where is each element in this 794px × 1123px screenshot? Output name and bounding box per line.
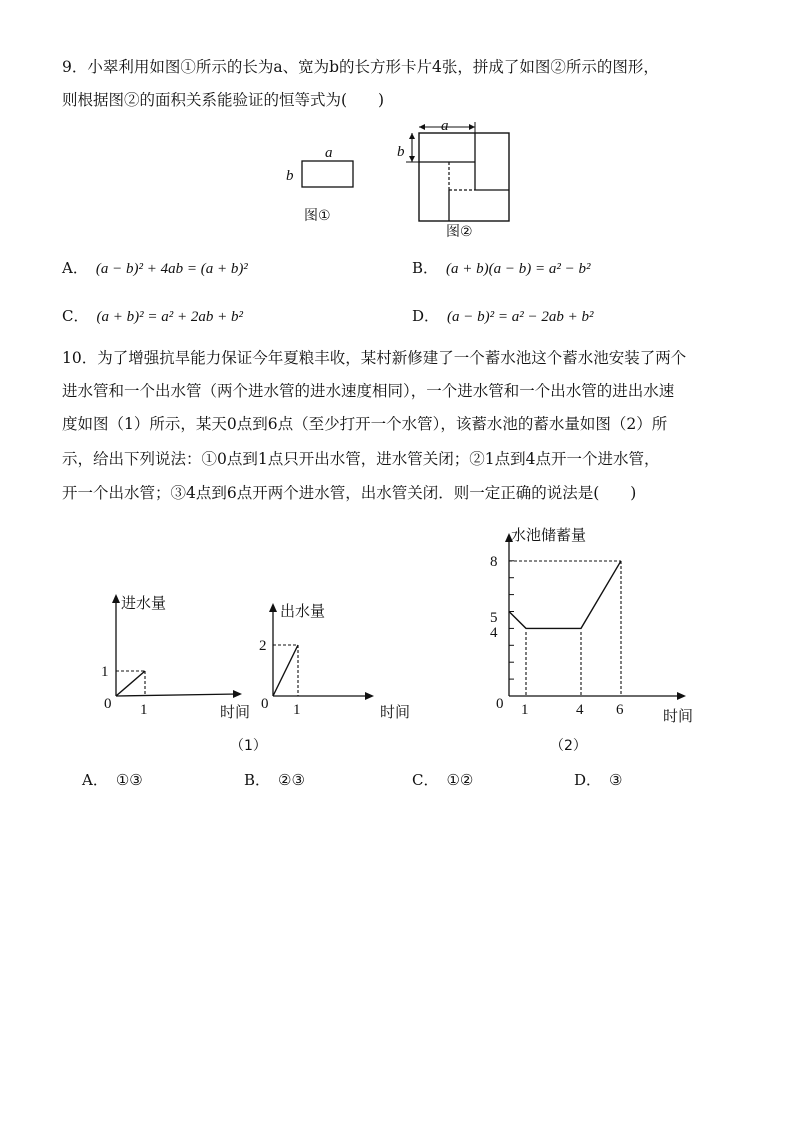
q9-line-1: 9．小翠利用如图①所示的长为a、宽为b的长方形卡片4张，拼成了如图②所示的图形， [62, 58, 659, 76]
fig2-label-b: b [397, 144, 405, 160]
q10-option-a[interactable] [82, 770, 143, 790]
x-tick-label: 0 [496, 696, 504, 712]
x-tick-label: 4 [576, 702, 584, 718]
q9-option-c[interactable] [62, 306, 243, 327]
series-line [273, 645, 298, 696]
axis-arrow-icon [365, 692, 374, 700]
chart-inflow [101, 594, 250, 721]
axis-arrow-icon [233, 690, 242, 698]
fig2-label-a: a [441, 118, 449, 134]
fig1-label-b: b [286, 168, 294, 184]
y-tick-label: 5 [490, 610, 498, 626]
option-text: (a + b)(a − b) = a² − b² [446, 261, 591, 277]
option-label: A． [62, 259, 88, 277]
x-tick-label: 1 [140, 702, 148, 718]
series-line [509, 561, 621, 629]
q10-line-2: 进水管和一个出水管（两个进水管的进水速度相同），一个进水管和一个出水管的进出水速 [62, 382, 675, 400]
q10-line-1: 10．为了增强抗旱能力保证今年夏粮丰收，某村新修建了一个蓄水池这个蓄水池安装了两个 [62, 349, 687, 367]
y-tick-label: 2 [259, 638, 267, 654]
fig2-caption: 图② [446, 224, 473, 240]
arrowhead-icon [469, 124, 475, 130]
axis-arrow-icon [112, 594, 120, 603]
q9-figure-2 [397, 118, 509, 240]
x-tick-label: 1 [293, 702, 301, 718]
axis-arrow-icon [677, 692, 686, 700]
option-text: (a + b)² = a² + 2ab + b² [96, 309, 243, 325]
y-axis-label: 水池储蓄量 [511, 526, 587, 544]
y-tick-label: 8 [490, 554, 498, 570]
option-label: B． [412, 259, 439, 277]
chart-caption-1: （1） [230, 738, 267, 754]
arrowhead-icon [409, 133, 415, 139]
option-text: (a − b)² + 4ab = (a + b)² [95, 261, 248, 277]
chart-outflow [259, 602, 410, 721]
series-line [116, 671, 145, 696]
arrowhead-icon [409, 156, 415, 162]
axis-arrow-icon [269, 603, 277, 612]
q10-line-5: 开一个出水管；③4点到6点开两个进水管，出水管关闭．则一定正确的说法是( ) [62, 484, 637, 502]
q10-option-b[interactable] [244, 770, 305, 790]
option-label: C． [62, 307, 89, 325]
y-axis-ticks [509, 561, 514, 679]
y-tick-label: 4 [490, 625, 498, 641]
x-tick-label: 0 [104, 696, 112, 712]
q9-option-b[interactable] [412, 258, 591, 279]
option-label: D． [412, 307, 440, 325]
q10-line-4: 示，给出下列说法：①0点到1点只开出水管，进水管关闭；②1点到4点开一个进水管， [62, 450, 660, 468]
y-axis-label: 出水量 [280, 602, 326, 620]
option-text: ②③ [278, 771, 305, 789]
q10-option-d[interactable] [574, 770, 622, 790]
x-tick-label: 6 [616, 702, 624, 718]
option-text: ①② [446, 771, 474, 789]
q10-line-3: 度如图（1）所示，某天0点到6点（至少打开一个水管），该蓄水池的蓄水量如图（2）所 [62, 415, 668, 433]
option-text: ①③ [115, 771, 143, 789]
option-text: (a − b)² = a² − 2ab + b² [447, 309, 594, 325]
arrowhead-icon [419, 124, 425, 130]
x-axis-label: 时间 [663, 707, 694, 725]
q9-figure-1 [286, 145, 353, 224]
option-label: D． [574, 771, 602, 789]
fig1-label-a: a [325, 145, 333, 161]
x-axis [116, 694, 238, 696]
option-label: B． [244, 771, 271, 789]
card-rectangle [302, 161, 353, 187]
fig1-caption: 图① [304, 208, 331, 224]
option-label: C． [412, 771, 439, 789]
x-tick-label: 1 [521, 702, 529, 718]
outer-square [419, 133, 509, 221]
option-label: A． [82, 771, 108, 789]
q9-option-a[interactable] [62, 258, 248, 279]
x-axis-label: 时间 [220, 703, 251, 721]
q9-option-d[interactable] [412, 306, 594, 327]
x-tick-label: 0 [261, 696, 269, 712]
y-axis-label: 进水量 [121, 594, 167, 612]
y-tick-label: 1 [101, 664, 109, 680]
q9-line-2: 则根据图②的面积关系能验证的恒等式为( ) [62, 91, 385, 109]
x-axis-label: 时间 [380, 703, 411, 721]
option-text: ③ [609, 771, 623, 789]
q10-option-c[interactable] [412, 770, 473, 790]
chart-storage [490, 526, 693, 725]
chart-caption-2: （2） [550, 738, 587, 754]
